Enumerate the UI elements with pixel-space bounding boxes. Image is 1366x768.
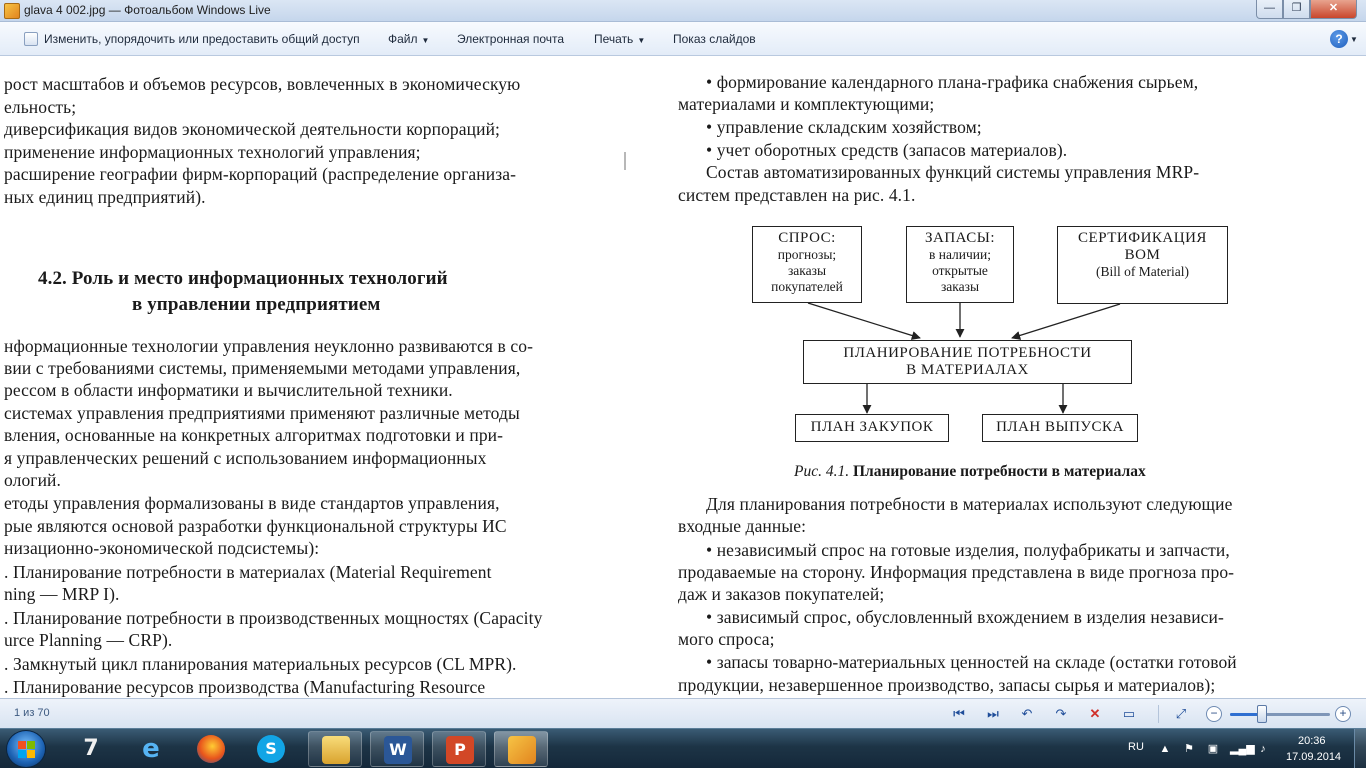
language-indicator[interactable]: RU — [1128, 741, 1144, 753]
help-icon[interactable]: ? — [1330, 30, 1348, 48]
email-button[interactable] — [457, 32, 564, 46]
command-bar — [0, 22, 1366, 56]
network-icon[interactable]: ▣ — [1207, 743, 1219, 755]
box-line: прогнозы; — [777, 247, 837, 262]
word-icon: W — [384, 736, 412, 764]
box-line: покупателей — [771, 279, 843, 294]
show-desktop-button[interactable] — [1354, 729, 1366, 768]
text-line: рост масштабов и объемов ресурсов, вовлеченных в экономическую — [4, 74, 521, 94]
text-line: диверсификация видов экономической деятельности корпораций; — [4, 119, 500, 139]
windows-logo-icon — [18, 741, 36, 759]
print-menu-label: Печать — [594, 32, 634, 46]
diagram-box-purchase — [795, 414, 949, 442]
tray-expand-icon[interactable]: ▲ — [1159, 743, 1171, 755]
text-line: • зависимый спрос, обусловленный вхождением в изделия независи- — [706, 607, 1224, 627]
previous-icon[interactable]: ⏮ — [953, 706, 965, 721]
organize-button[interactable] — [44, 32, 360, 46]
text-line: . Планирование потребности в производственных мощностях (Capacity — [4, 608, 543, 628]
text-line: • учет оборотных средств (запасов материалов). — [706, 140, 1068, 160]
text-line: расширение географии фирм-корпораций (распределение организа- — [4, 164, 517, 184]
title-bar — [0, 0, 1366, 22]
file-menu-label: Файл — [388, 32, 418, 46]
diagram-box-demand — [752, 226, 862, 303]
actual-size-icon[interactable]: ⤢ — [1175, 706, 1187, 721]
fit-icon[interactable]: ▭ — [1122, 706, 1136, 721]
minimize-button[interactable] — [1256, 0, 1283, 19]
internet-explorer-icon: e — [142, 734, 160, 764]
print-menu[interactable] — [594, 32, 645, 46]
text-line: • запасы товарно-материальных ценностей на складе (остатки готовой — [706, 652, 1237, 672]
email-label: Электронная почта — [457, 32, 565, 46]
text-line: продаваемые на сторону. Информация представлена в виде прогноза про- — [678, 562, 1235, 582]
chevron-down-icon: ▼ — [637, 36, 646, 45]
slideshow-label: Показ слайдов — [673, 32, 756, 46]
clock-date[interactable]: 17.09.2014 — [1286, 751, 1342, 763]
text-line: продукции, незавершенное производство, запасы сырья и материалов); — [678, 675, 1216, 695]
zoom-in-icon[interactable]: + — [1335, 706, 1351, 722]
diagram-box-planning — [803, 340, 1132, 384]
text-line: вления, основанные на конкретных алгоритмах подготовки и при- — [4, 425, 504, 445]
arrow-bom-to-planning — [1012, 304, 1120, 338]
text-line: системах управления предприятиями применяют различные методы — [4, 403, 520, 423]
box-line: заказы — [787, 263, 827, 278]
taskbar-internet-explorer[interactable] — [124, 731, 178, 767]
text-line: Состав автоматизированных функций системы управления MRP- — [706, 162, 1200, 182]
box-line: заказы — [940, 279, 980, 294]
toolbar-divider — [1158, 705, 1159, 723]
minimize-icon: — — [1264, 2, 1275, 14]
text-line: рессом в области информатики и вычислительной техники. — [4, 380, 453, 400]
text-line: ning — MRP I). — [4, 584, 120, 604]
diagram-box-bom — [1057, 226, 1228, 304]
text-line: ологий. — [4, 470, 61, 490]
chevron-down-icon: ▼ — [421, 36, 430, 45]
box-title: СЕРТИФИКАЦИЯ — [1078, 230, 1207, 246]
signal-icon[interactable]: ▂▄▆ — [1230, 743, 1255, 755]
maximize-icon: ❐ — [1291, 2, 1302, 14]
slideshow-button[interactable] — [673, 32, 756, 46]
action-center-flag-icon[interactable]: ⚑ — [1184, 743, 1194, 755]
start-button[interactable] — [6, 730, 46, 768]
box-title: В МАТЕРИАЛАХ — [906, 362, 1029, 378]
volume-icon[interactable]: ♪ — [1260, 743, 1266, 755]
close-button[interactable] — [1310, 0, 1357, 19]
diagram-arrows — [0, 56, 1366, 698]
powerpoint-icon: P — [446, 736, 474, 764]
box-line: в наличии; — [928, 247, 992, 262]
text-line: рые являются основой разработки функциональной структуры ИС — [4, 516, 507, 536]
taskbar-word[interactable] — [370, 731, 424, 767]
text-line: низационно-экономической подсистемы): — [4, 538, 320, 558]
photo-gallery-icon — [508, 736, 536, 764]
rotate-left-icon[interactable]: ↶ — [1021, 706, 1033, 721]
box-line: (Bill of Material) — [1096, 264, 1189, 279]
figure-caption — [794, 463, 1146, 481]
text-line: входные данные: — [678, 516, 807, 536]
box-title: BOM — [1124, 247, 1161, 263]
taskbar-7zip[interactable] — [64, 731, 118, 767]
maximize-button[interactable] — [1283, 0, 1310, 19]
chevron-down-icon[interactable]: ▼ — [1350, 35, 1358, 44]
7zip-icon: 7 — [83, 736, 99, 761]
navigation-bar — [0, 698, 1366, 728]
taskbar-photo-gallery[interactable] — [494, 731, 548, 767]
text-line: материалами и комплектующими; — [678, 94, 935, 114]
text-line: • формирование календарного плана-графика снабжения сырьем, — [706, 72, 1199, 92]
window-title: glava 4 002.jpg — Фотоальбом Windows Live — [24, 3, 271, 17]
taskbar — [0, 728, 1366, 768]
box-title: СПРОС: — [778, 230, 836, 246]
box-title: ПЛАН ВЫПУСКА — [996, 419, 1124, 435]
box-line: открытые — [932, 263, 988, 278]
taskbar-powerpoint[interactable] — [432, 731, 486, 767]
photo-viewer — [0, 56, 1366, 698]
section-heading: в управлении предприятием — [132, 294, 381, 315]
zoom-slider-thumb[interactable] — [1257, 705, 1267, 723]
text-line: применение информационных технологий управления; — [4, 142, 421, 162]
arrow-demand-to-planning — [808, 303, 920, 338]
text-line: нформационные технологии управления неуклонно развиваются в со- — [4, 336, 534, 356]
diagram-box-stock — [906, 226, 1014, 303]
text-line: Для планирования потребности в материалах используют следующие — [706, 494, 1233, 514]
diagram-box-release — [982, 414, 1138, 442]
rotate-right-icon[interactable]: ↷ — [1055, 706, 1067, 721]
skype-icon: S — [257, 735, 285, 763]
text-line: . Замкнутый цикл планирования материальных ресурсов (CL MPR). — [4, 654, 517, 674]
figure-title: Планирование потребности в материалах — [852, 463, 1146, 480]
firefox-icon — [197, 735, 225, 763]
text-line: систем представлен на рис. 4.1. — [678, 185, 916, 205]
text-line: • управление складским хозяйством; — [706, 117, 982, 137]
page-counter: 1 из 70 — [14, 707, 50, 719]
text-line: . Планирование потребности в материалах (Material Requirement — [4, 562, 492, 582]
box-title: ПЛАНИРОВАНИЕ ПОТРЕБНОСТИ — [843, 345, 1092, 361]
text-line: мого спроса; — [678, 629, 775, 649]
box-title: ПЛАН ЗАКУПОК — [810, 419, 934, 435]
text-line: . Планирование ресурсов производства (Manufacturing Resource — [4, 677, 486, 697]
organize-icon — [24, 32, 38, 46]
zoom-slider-track[interactable] — [1230, 713, 1330, 716]
text-line: етоды управления формализованы в виде стандартов управления, — [4, 493, 500, 513]
text-line: urce Planning — CRP). — [4, 630, 173, 650]
photo-gallery-app-icon — [4, 3, 20, 19]
box-title: ЗАПАСЫ: — [924, 230, 996, 246]
text-line: ельность; — [4, 97, 77, 117]
close-icon: ✕ — [1328, 2, 1339, 14]
taskbar-firefox[interactable] — [184, 731, 238, 767]
text-line: • независимый спрос на готовые изделия, полуфабрикаты и запчасти, — [706, 540, 1230, 560]
organize-label: Изменить, упорядочить или предоставить общий доступ — [44, 32, 360, 46]
figure-label: Рис. 4.1. — [794, 463, 850, 480]
zoom-out-icon[interactable]: − — [1206, 706, 1222, 722]
delete-icon[interactable]: ✕ — [1089, 706, 1101, 721]
section-heading: 4.2. Роль и место информационных технологий — [38, 268, 448, 289]
file-menu[interactable] — [388, 32, 429, 46]
text-line: ных единиц предприятий). — [4, 187, 206, 207]
clock-time[interactable]: 20:36 — [1298, 735, 1326, 747]
text-line: вии с требованиями системы, применяемыми методами управления, — [4, 358, 521, 378]
next-icon[interactable]: ⏭ — [987, 706, 999, 721]
folder-icon — [322, 736, 350, 764]
text-line: я управленческих решений с использованием информационных — [4, 448, 487, 468]
taskbar-explorer[interactable] — [308, 731, 362, 767]
text-line: даж и заказов покупателей; — [678, 584, 885, 604]
taskbar-skype[interactable] — [244, 731, 298, 767]
